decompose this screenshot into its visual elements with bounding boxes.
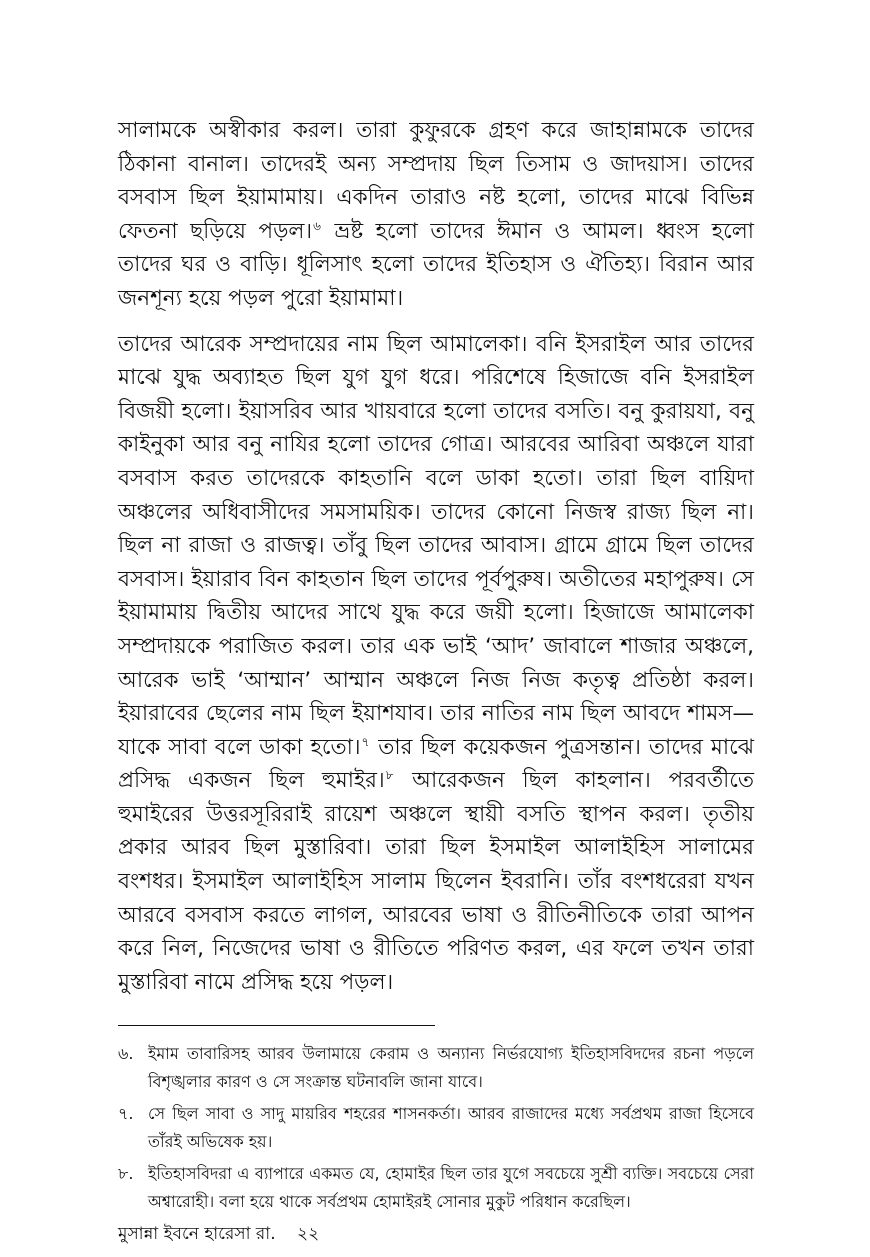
footnote-number: ৮.: [118, 1164, 134, 1183]
paragraph: [118, 328, 754, 1000]
page-footer: [118, 1222, 319, 1246]
footnote-reference[interactable]: ৭: [361, 734, 370, 749]
page-number: ২২: [297, 1224, 320, 1244]
footnote-text: ইতিহাসবিদরা এ ব্যাপারে একমত যে, হোমাইর ছিল তার যুগে সবচেয়ে সুশ্রী ব্যক্তি। সবচেয়ে সেরা অশ্বারোহী। বলা হয়ে থাকে সর্বপ্রথম হোমাইরই সোনার মুকুট পরিধান করেছিল।: [148, 1164, 754, 1211]
paragraph: [118, 114, 754, 316]
paragraph-text: ভ্রষ্ট হলো তাদের ঈমান ও আমল। ধ্বংস হলো তাদের ঘর ও বাড়ি। ধূলিসাৎ হলো তাদের ইতিহাস ও ঐতিহ্য। বিরান আর জনশূন্য হয়ে পড়ল পুরো ইয়ামামা।: [118, 218, 754, 311]
footnote-number: ৬.: [118, 1044, 134, 1063]
footnote-text: সে ছিল সাবা ও সাদু মায়রিব শহরের শাসনকর্তা। আরব রাজাদের মধ্যে সর্বপ্রথম রাজা হিসেবে তাঁরই অভিষেক হয়।: [148, 1104, 754, 1151]
paragraph-text: তাদের আরেক সম্প্রদায়ের নাম ছিল আমালেকা। বনি ইসরাইল আর তাদের মাঝে যুদ্ধ অব্যাহত ছিল যুগ যুগ ধরে। পরিশেষে হিজাজে বনি ইসরাইল বিজয়ী হলো। ইয়াসরিব আর খায়বারে হলো তাদের বসতি। বনু কুরায়যা, বনু কাইনুকা আর বনু নাযির হলো তাদের গোত্র। আরবের আরিবা অঞ্চলে যারা বসবাস করত তাদেরকে কাহতানি বলে ডাকা হতো। তারা ছিল বায়িদা অঞ্চলের অধিবাসীদের সমসাময়িক। তাদের কোনো নিজস্ব রাজ্য ছিল না। ছিল না রাজা ও রাজত্ব। তাঁবু ছিল তাদের আবাস। গ্রামে গ্রামে ছিল তাদের বসবাস। ইয়ারাব বিন কাহতান ছিল তাদের পূর্বপুরুষ। অতীতের মহাপুরুষ। সে ইয়ামামায় দ্বিতীয় আদের সাথে যুদ্ধ করে জয়ী হলো। হিজাজে আমালেকা সম্প্রদায়কে পরাজিত করল। তার এক ভাই ‘আদ’ জাবালে শাজার অঞ্চলে, আরেক ভাই ‘আম্মান’ আম্মান অঞ্চলে নিজ নিজ কতৃত্ব প্রতিষ্ঠা করল। ইয়ারাবের ছেলের নাম ছিল ইয়াশযাব। তার নাতির নাম ছিল আবদে শামস—যাকে সাবা বলে ডাকা হতো।: [118, 331, 754, 760]
footnotes: [118, 1040, 754, 1220]
paragraph-text: সালামকে অস্বীকার করল। তারা কুফুরকে গ্রহণ করে জাহান্নামকে তাদের ঠিকানা বানাল। তাদেরই অন্য সম্প্রদায় ছিল তিসাম ও জাদয়াস। তাদের বসবাস ছিল ইয়ামামায়। একদিন তারাও নষ্ট হলো, তাদের মাঝে বিভিন্ন ফেতনা ছড়িয়ে পড়ল।: [118, 118, 754, 244]
footnote-separator: [118, 1025, 435, 1026]
book-title: মুসান্না ইবনে হারেসা রা.: [118, 1224, 276, 1244]
footnote-item: [118, 1100, 754, 1156]
page-body: [118, 114, 754, 1013]
paragraph-text: আরেকজন ছিল কাহলান। পরবর্তীতে হুমাইরের উত্তরসূরিরাই রায়েশ অঞ্চলে স্থায়ী বসতি স্থাপন করল। তৃতীয় প্রকার আরব ছিল মুস্তারিবা। তারা ছিল ইসমাইল আলাইহিস সালামের বংশধর। ইসমাইল আলাইহিস সালাম ছিলেন ইবরানি। তাঁর বংশধরেরা যখন আরবে বসবাস করতে লাগল, আরবের ভাষা ও রীতিনীতিকে তারা আপন করে নিল, নিজেদের ভাষা ও রীতিতে পরিণত করল, এর ফলে তখন তারা মুস্তারিবা নামে প্রসিদ্ধ হয়ে পড়ল।: [118, 768, 755, 995]
footnote-number: ৭.: [118, 1104, 134, 1123]
footnote-reference[interactable]: ৮: [385, 768, 394, 783]
footnote-item: [118, 1040, 754, 1096]
footnote-reference[interactable]: ৬: [313, 218, 321, 233]
footnote-item: [118, 1160, 754, 1216]
footnote-text: ইমাম তাবারিসহ আরব উলামায়ে কেরাম ও অন্যান্য নির্ভরযোগ্য ইতিহাসবিদদের রচনা পড়লে বিশৃঙ্খলার কারণ ও সে সংক্রান্ত ঘটনাবলি জানা যাবে।: [148, 1044, 754, 1091]
paragraph-text: তার ছিল কয়েকজন পুত্রসন্তান। তাদের মাঝে প্রসিদ্ধ একজন ছিল হুমাইর।: [118, 734, 754, 794]
